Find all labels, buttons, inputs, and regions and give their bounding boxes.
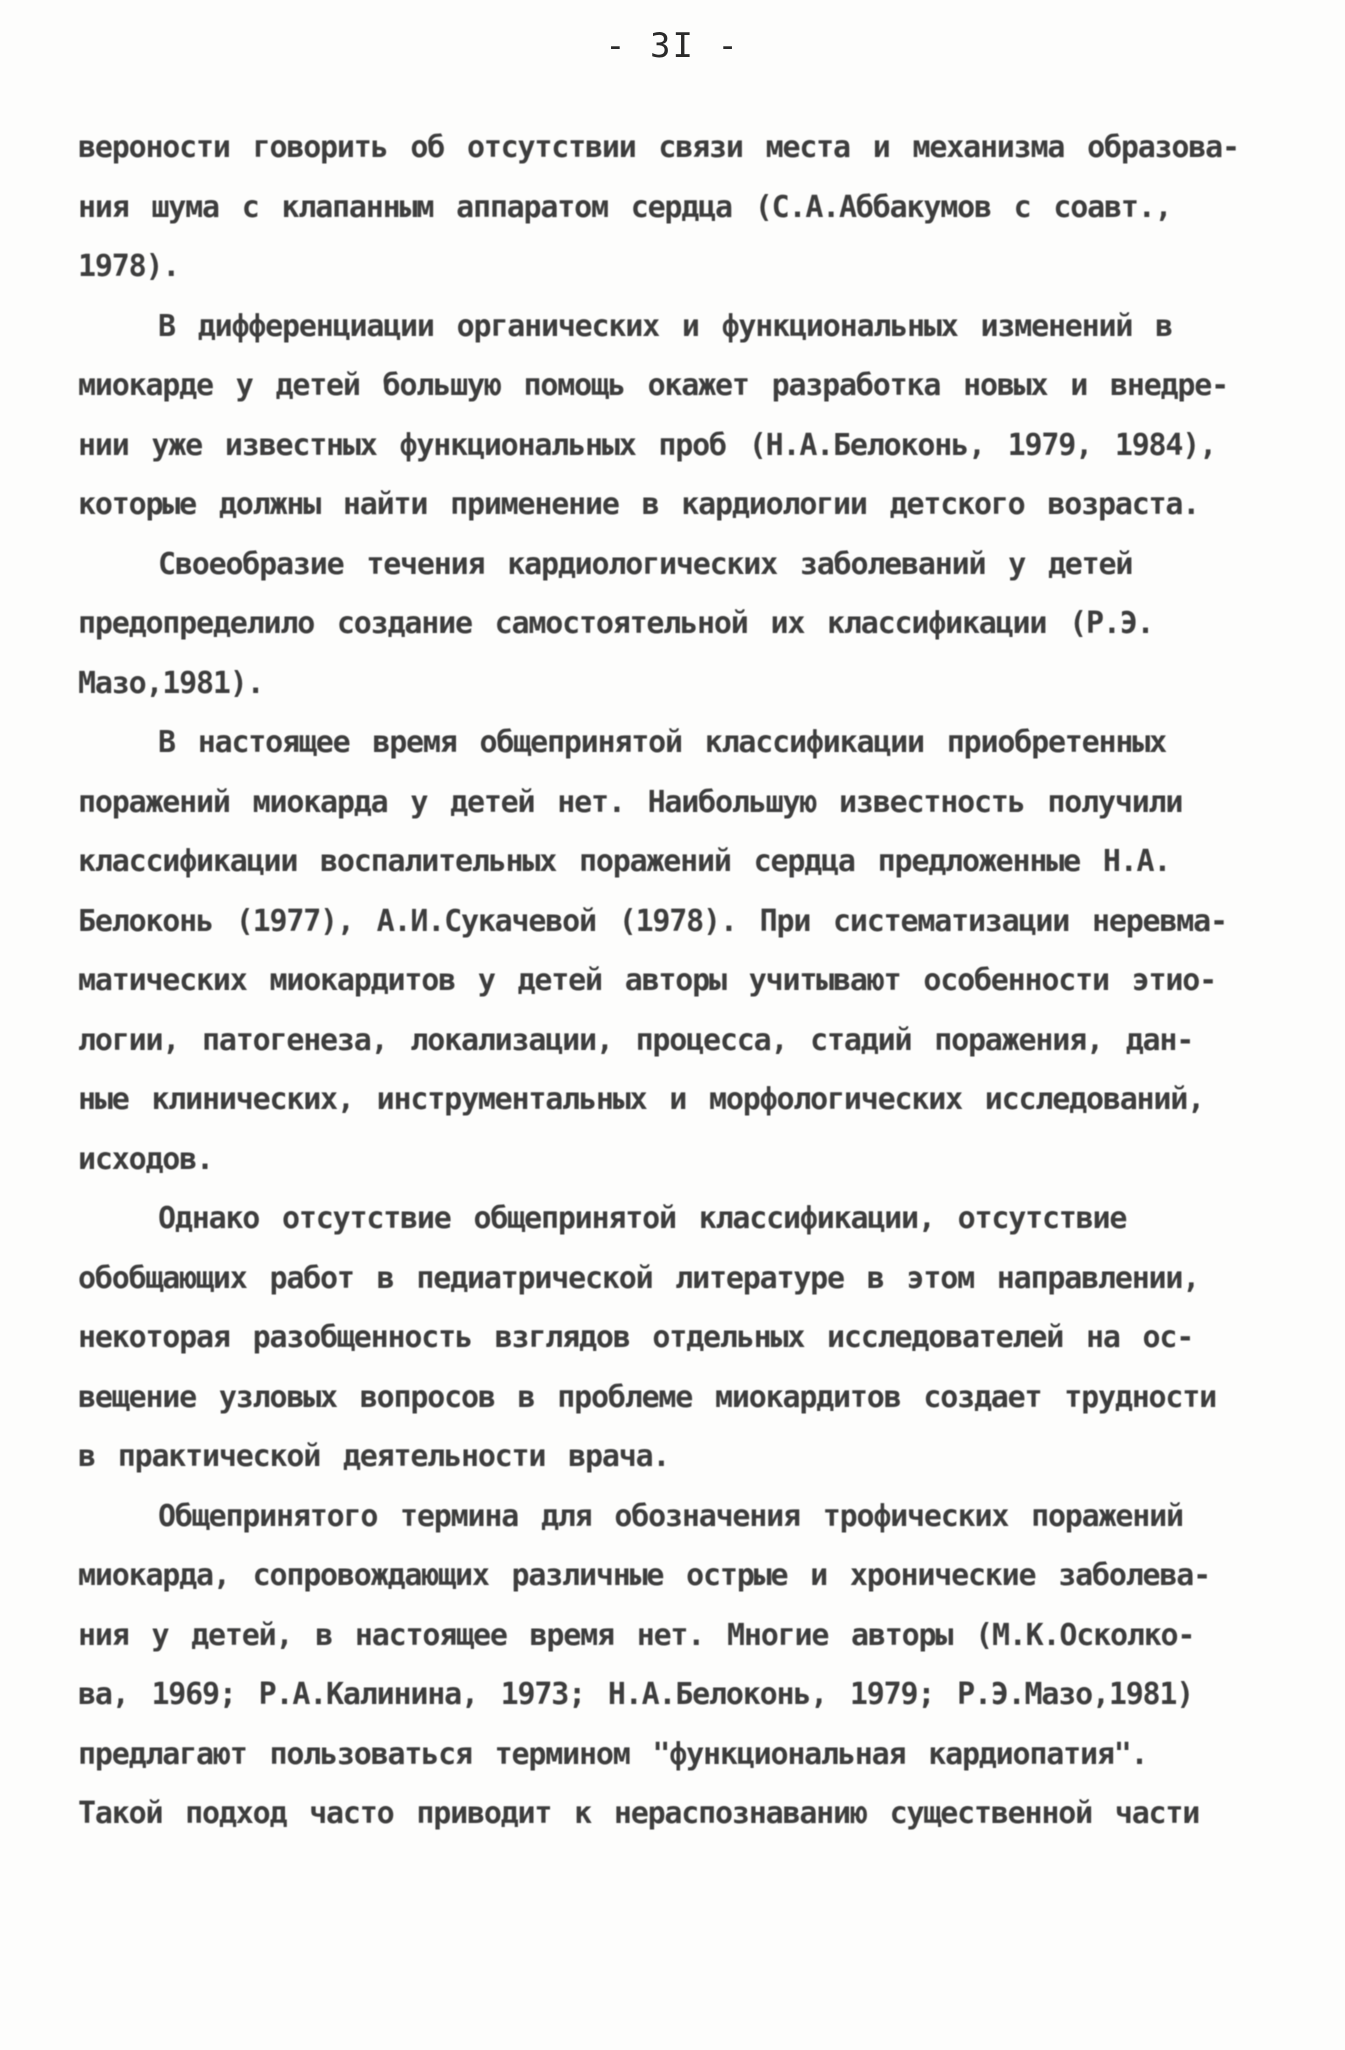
- text-line: логии, патогенеза, локализации, процесса, стадий поражения, дан-: [78, 1022, 1194, 1058]
- text-line: ния шума с клапанным аппаратом сердца (С.А.Аббакумов с соавт.,: [78, 189, 1172, 225]
- text-line: некоторая разобщенность взглядов отдельных исследователей на ос-: [78, 1320, 1194, 1355]
- text-line: поражений миокарда у детей нет. Наибольшую известность получили: [78, 784, 1183, 820]
- text-line: обобщающих работ в педиатрической литературе в этом направлении,: [78, 1260, 1200, 1296]
- text-line: классификации воспалительных поражений сердца предложенные Н.А.: [78, 844, 1171, 879]
- text-line: миокарда, сопровождающих различные острые и хронические заболева-: [78, 1558, 1210, 1593]
- text-line: исходов.: [78, 1141, 213, 1177]
- page-number: - 3I -: [605, 26, 740, 66]
- text-line: в практической деятельности врача.: [78, 1439, 670, 1474]
- body-text: [78, 118, 1278, 1844]
- text-line: Такой подход часто приводит к нераспознаванию существенной части: [78, 1796, 1200, 1831]
- text-line: вещение узловых вопросов в проблеме миокардитов создает трудности: [78, 1379, 1216, 1415]
- text-line: которые должны найти применение в кардиологии детского возраста.: [78, 487, 1200, 522]
- text-line: В настоящее время общепринятой классификации приобретенных: [158, 725, 1166, 760]
- text-line: Своеобразие течения кардиологических заболеваний у детей: [158, 546, 1133, 582]
- text-line: предопределило создание самостоятельной их классификации (Р.Э.: [78, 606, 1154, 641]
- text-line: Белоконь (1977), А.И.Сукачевой (1978). При систематизации неревма-: [78, 903, 1227, 939]
- text-line: Общепринятого термина для обозначения трофических поражений: [158, 1498, 1183, 1534]
- text-line: Однако отсутствие общепринятой классификации, отсутствие: [158, 1201, 1127, 1236]
- text-line: нии уже известных функциональных проб (Н.А.Белоконь, 1979, 1984),: [78, 427, 1216, 463]
- text-line: Мазо,1981).: [78, 665, 264, 701]
- text-line: ные клинических, инструментальных и морфологических исследований,: [78, 1082, 1204, 1117]
- text-line: вероности говорить об отсутствии связи места и механизма образова-: [78, 130, 1239, 165]
- text-line: матических миокардитов у детей авторы учитывают особенности этио-: [78, 963, 1216, 998]
- text-line: В дифференциации органических и функциональных изменений в: [158, 308, 1172, 344]
- text-line: 1978).: [78, 249, 180, 284]
- text-line: ния у детей, в настоящее время нет. Многие авторы (М.К.Осколко-: [78, 1617, 1195, 1653]
- text-line: миокарде у детей большую помощь окажет разработка новых и внедре-: [78, 368, 1228, 403]
- text-line: ва, 1969; Р.А.Калинина, 1973; Н.А.Белоконь, 1979; Р.Э.Мазо,1981): [78, 1677, 1194, 1712]
- text-line: предлагают пользоваться термином "функциональная кардиопатия".: [78, 1736, 1148, 1772]
